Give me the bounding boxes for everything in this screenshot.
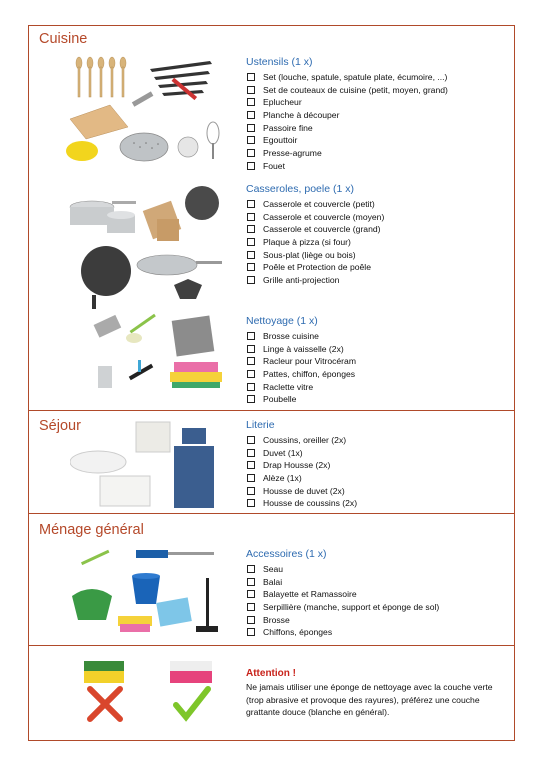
cleaning-items-illustration [86, 310, 226, 398]
item-label: Balai [263, 576, 283, 587]
checkbox-icon[interactable] [247, 251, 255, 259]
item-label: Sous-plat (liège ou bois) [263, 249, 356, 260]
item-label: Brosse [263, 614, 290, 625]
item-label: Grille anti-projection [263, 275, 340, 286]
item-label: Passoire fine [263, 122, 313, 133]
checkbox-icon[interactable] [247, 345, 255, 353]
section-divider [28, 645, 515, 646]
checkbox-icon[interactable] [247, 616, 255, 624]
checkbox-icon[interactable] [247, 225, 255, 233]
group-title-literie: Literie [246, 419, 275, 431]
checkbox-icon[interactable] [247, 474, 255, 482]
item-label: Housse de coussins (2x) [263, 498, 358, 509]
group-ustensils [246, 56, 448, 173]
item-label: Brosse cuisine [263, 331, 319, 341]
checklist-item[interactable] [246, 601, 439, 614]
checklist-item[interactable] [246, 588, 439, 601]
item-label: Duvet (1x) [263, 447, 303, 458]
checkbox-icon[interactable] [247, 124, 255, 132]
checklist-item[interactable] [246, 198, 384, 211]
checklist-item[interactable] [246, 223, 384, 236]
checklist-item[interactable] [246, 330, 356, 343]
group-literie [246, 419, 357, 510]
checklist-item[interactable] [246, 434, 357, 447]
group-nettoyage [246, 315, 356, 406]
household-items-illustration [66, 542, 222, 638]
group-title-ustensils: Ustensils (1 x) [246, 56, 313, 68]
checklist-item[interactable] [246, 614, 439, 627]
group-title-casseroles: Casseroles, poele (1 x) [246, 183, 354, 195]
item-label: Pattes, chiffon, éponges [263, 369, 356, 380]
checklist-item[interactable] [246, 355, 356, 368]
checkbox-icon[interactable] [247, 449, 255, 457]
checklist-item[interactable] [246, 211, 384, 224]
checkmark-icon [176, 689, 208, 717]
item-label: Chiffons, éponges [263, 627, 333, 638]
checklist-item[interactable] [246, 122, 448, 135]
checkbox-icon[interactable] [247, 98, 255, 106]
item-label: Serpillière (manche, support et éponge de sol) [263, 602, 440, 613]
item-label: Set (louche, spatule, spatule plate, écumoire, ...) [263, 72, 448, 82]
checklist-item[interactable] [246, 109, 448, 122]
checkbox-icon[interactable] [247, 357, 255, 365]
checkbox-icon[interactable] [247, 200, 255, 208]
checklist-item[interactable] [246, 563, 439, 576]
item-label: Egouttoir [263, 135, 298, 146]
checkbox-icon[interactable] [247, 238, 255, 246]
warning-block [246, 668, 501, 719]
bedding-illustration [70, 420, 220, 512]
checkbox-icon[interactable] [247, 578, 255, 586]
checklist-item[interactable] [246, 576, 439, 589]
checklist-item[interactable] [246, 249, 384, 262]
item-label: Housse de duvet (2x) [263, 485, 345, 496]
item-label: Casserole et couvercle (moyen) [263, 211, 385, 222]
checkbox-icon[interactable] [247, 383, 255, 391]
item-label: Plaque à pizza (si four) [263, 237, 351, 248]
checklist-item[interactable] [246, 134, 448, 147]
checkbox-icon[interactable] [247, 111, 255, 119]
checkbox-icon[interactable] [247, 162, 255, 170]
checklist-item[interactable] [246, 626, 439, 639]
checkbox-icon[interactable] [247, 461, 255, 469]
checkbox-icon[interactable] [247, 590, 255, 598]
group-title-accessoires: Accessoires (1 x) [246, 548, 327, 560]
group-accessoires [246, 548, 439, 639]
sponges-warning-illustration [76, 655, 216, 725]
checklist-item[interactable] [246, 236, 384, 249]
section-title-cuisine: Cuisine [39, 31, 88, 47]
item-label: Fouet [263, 160, 285, 171]
warning-text: Ne jamais utiliser une éponge de nettoyage avec la couche verte (trop abrasive et provoque des rayures), préférez une couche grattante douce (blanche en général). [246, 682, 493, 717]
group-title-nettoyage: Nettoyage (1 x) [246, 315, 318, 327]
checkbox-icon[interactable] [247, 565, 255, 573]
item-label: Casserole et couvercle (grand) [263, 224, 381, 235]
checklist-item[interactable] [246, 447, 357, 460]
checklist-item[interactable] [246, 343, 356, 356]
item-label: Coussins, oreiller (2x) [263, 435, 347, 445]
checklist-item[interactable] [246, 485, 357, 498]
checklist-item[interactable] [246, 261, 384, 274]
checkbox-icon[interactable] [247, 276, 255, 284]
checkbox-icon[interactable] [247, 332, 255, 340]
item-label: Poêle et Protection de poêle [263, 262, 371, 273]
item-label: Poubelle [263, 394, 297, 405]
pots-pans-illustration [62, 185, 228, 310]
checklist-item[interactable] [246, 160, 448, 173]
item-label: Racleur pour Vitrocéram [263, 356, 356, 367]
checkbox-icon[interactable] [247, 499, 255, 507]
section-title-sejour: Séjour [39, 418, 81, 434]
checklist-item[interactable] [246, 472, 357, 485]
checkbox-icon[interactable] [247, 370, 255, 378]
checkbox-icon[interactable] [247, 487, 255, 495]
checkbox-icon[interactable] [247, 628, 255, 636]
checklist-item[interactable] [246, 393, 356, 406]
section-divider [28, 410, 515, 411]
checklist-item[interactable] [246, 381, 356, 394]
checklist-item[interactable] [246, 368, 356, 381]
checkbox-icon[interactable] [247, 395, 255, 403]
checkbox-icon[interactable] [247, 73, 255, 81]
checklist-item[interactable] [246, 96, 448, 109]
item-label: Planche à découper [263, 110, 340, 121]
checkbox-icon[interactable] [247, 213, 255, 221]
item-label: Set de couteaux de cuisine (petit, moyen, grand) [263, 84, 448, 95]
checkbox-icon[interactable] [247, 263, 255, 271]
item-label: Linge à vaisselle (2x) [263, 343, 344, 354]
item-label: Raclette vitre [263, 381, 314, 392]
warning-title: Attention ! [246, 668, 296, 679]
section-title-menage: Ménage général [39, 522, 144, 538]
checkbox-icon[interactable] [247, 136, 255, 144]
checklist-item[interactable] [246, 84, 448, 97]
item-label: Presse-agrume [263, 148, 322, 159]
checkbox-icon[interactable] [247, 149, 255, 157]
knives-icon [150, 61, 212, 96]
item-label: Casserole et couvercle (petit) [263, 199, 375, 209]
item-label: Drap Housse (2x) [263, 460, 331, 471]
kitchen-utensils-illustration [62, 55, 228, 175]
item-label: Alèze (1x) [263, 473, 302, 484]
checkbox-icon[interactable] [247, 86, 255, 94]
item-label: Balayette et Ramassoire [263, 589, 357, 600]
section-divider [28, 513, 515, 514]
checklist-item[interactable] [246, 497, 357, 510]
checklist-item[interactable] [246, 459, 357, 472]
item-label: Seau [263, 564, 284, 574]
checkbox-icon[interactable] [247, 603, 255, 611]
item-label: Eplucheur [263, 97, 302, 108]
checklist-item[interactable] [246, 274, 384, 287]
checklist-item[interactable] [246, 147, 448, 160]
checkbox-icon[interactable] [247, 436, 255, 444]
checklist-item[interactable] [246, 71, 448, 84]
group-casseroles [246, 183, 384, 287]
cross-icon [90, 689, 120, 719]
